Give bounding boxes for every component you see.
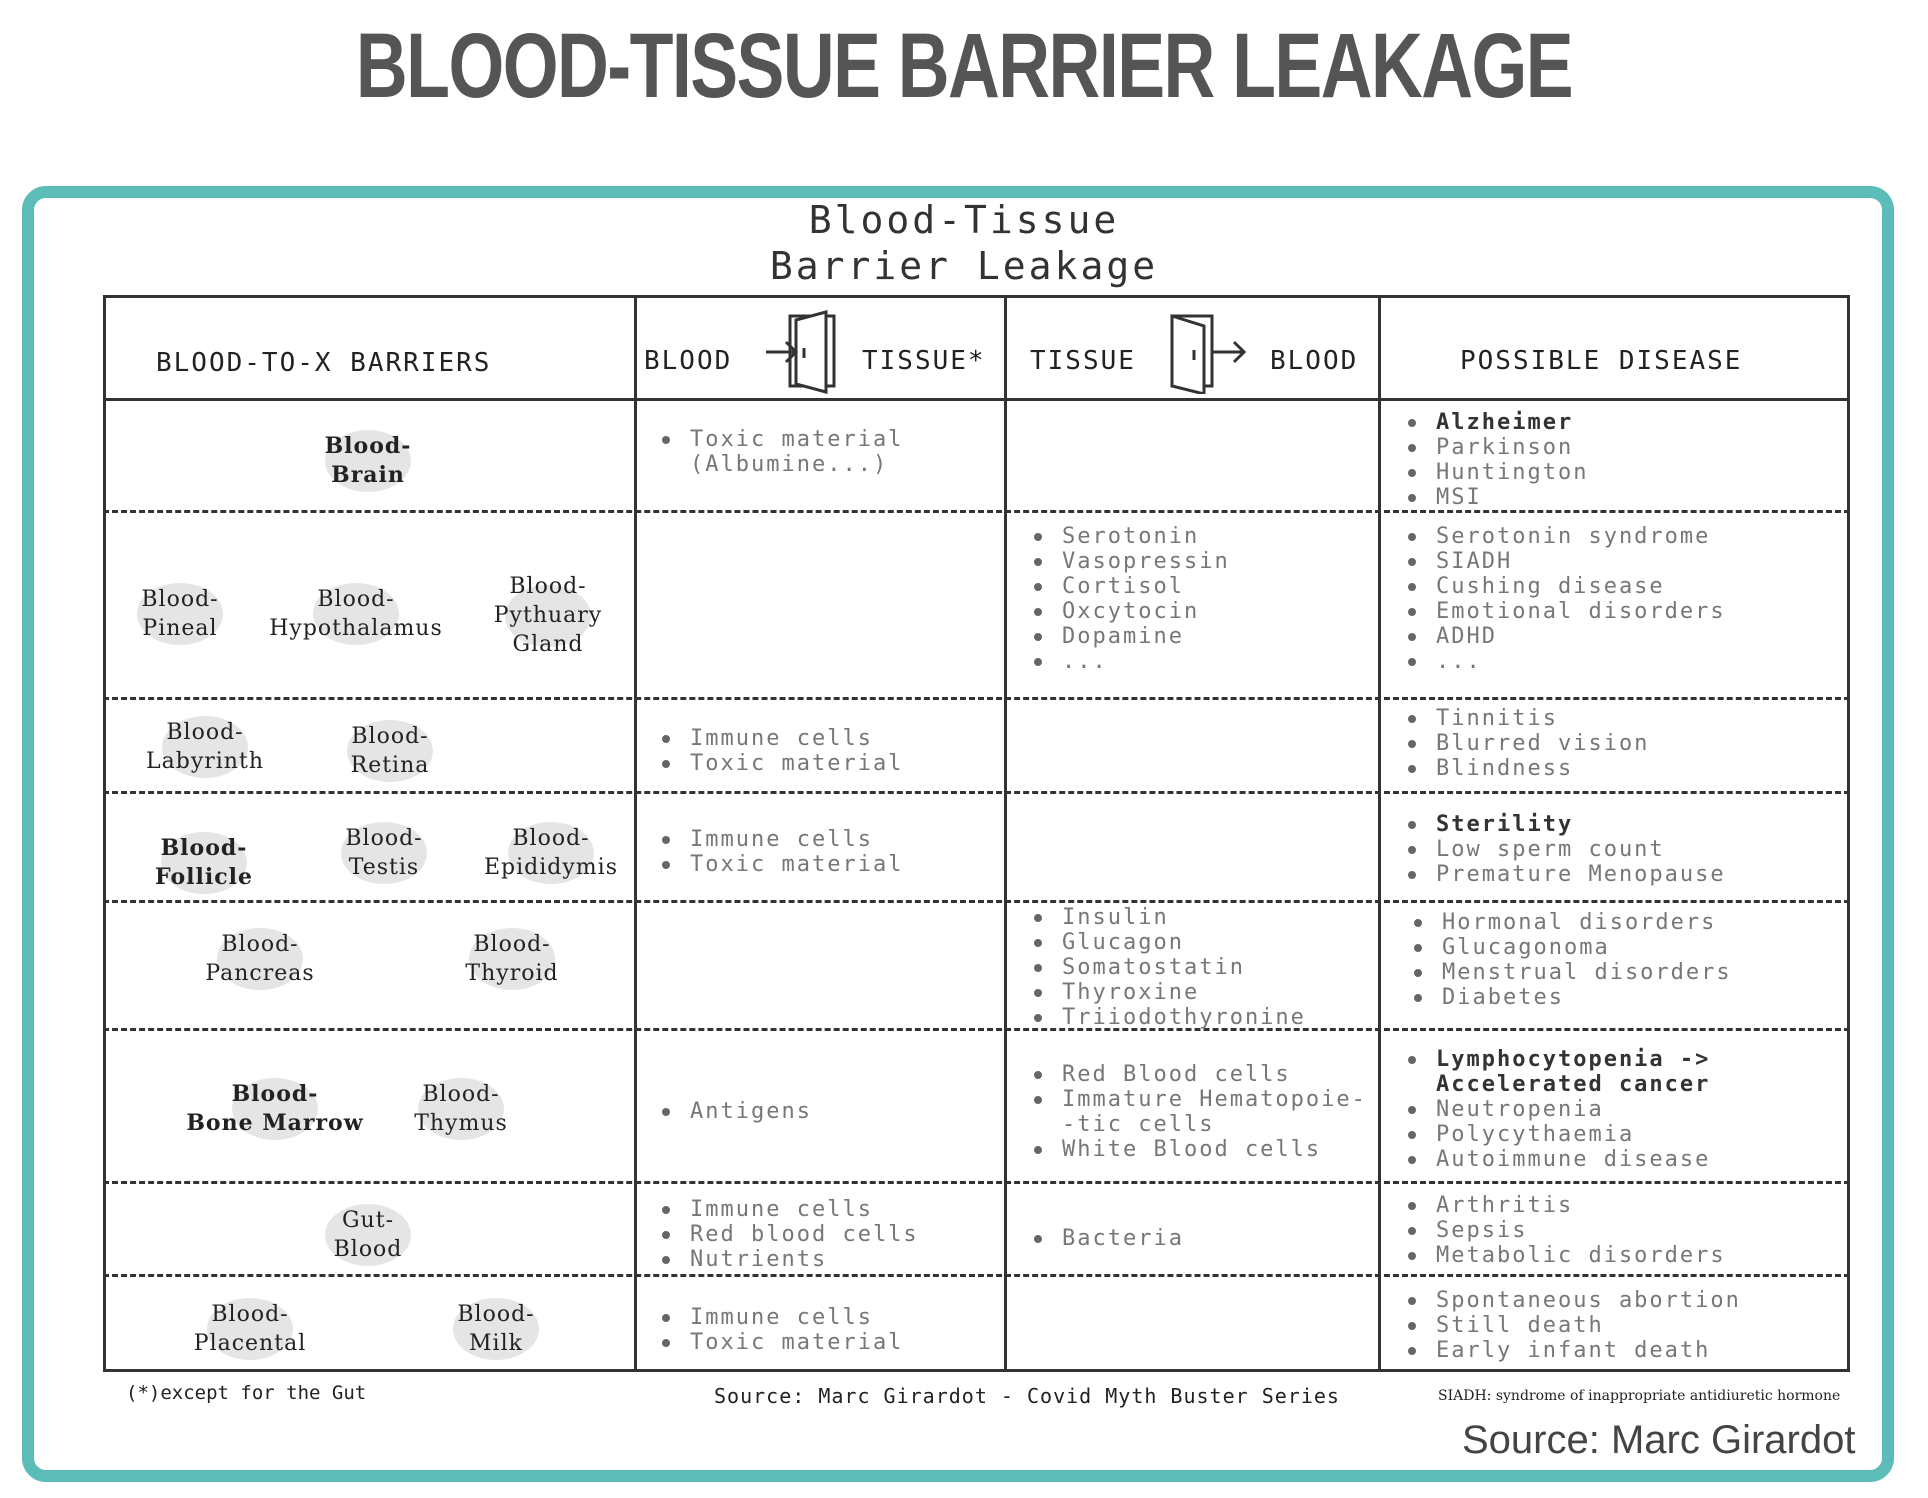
tissue-to-blood-list: Red Blood cells Immature Hematopoie- -tic cells White Blood cells <box>1028 1062 1367 1162</box>
barrier-blood-bone-marrow: Blood- Bone Marrow <box>180 1080 370 1138</box>
row-divider <box>103 697 1850 700</box>
barrier-blood-testis: Blood- Testis <box>326 824 442 882</box>
door-enter-icon <box>766 310 848 394</box>
blood-to-tissue-list: Toxic material (Albumine...) <box>656 427 903 477</box>
barrier-blood-pancreas: Blood- Pancreas <box>180 930 340 988</box>
header-divider <box>103 398 1850 401</box>
row-divider <box>103 1028 1850 1031</box>
blood-to-tissue-list: Immune cells Red blood cells Nutrients <box>656 1197 919 1272</box>
header-tissue-out: TISSUE <box>1030 346 1136 376</box>
barrier-blood-epididymis: Blood- Epididymis <box>464 824 638 882</box>
barrier-blood-hypothalamus: Blood- Hypothalamus <box>252 585 460 643</box>
footnote-gut: (*)except for the Gut <box>126 1382 367 1404</box>
table-title-line-2: Barrier Leakage <box>769 244 1159 288</box>
row-divider <box>103 791 1850 794</box>
tissue-to-blood-list: Serotonin Vasopressin Cortisol Oxcytocin Dopamine ... <box>1028 524 1230 674</box>
header-tissue-in: TISSUE* <box>862 346 986 376</box>
row-divider <box>103 510 1850 513</box>
blood-to-tissue-list: Antigens <box>656 1099 812 1124</box>
barrier-blood-pituitary: Blood- Pythuary Gland <box>493 574 603 657</box>
source-credit: Source: Marc Girardot <box>1462 1418 1856 1462</box>
disease-list: Alzheimer Parkinson Huntington MSI <box>1402 410 1588 510</box>
disease-list: Sterility Low sperm count Premature Menopause <box>1402 812 1726 887</box>
barrier-blood-thymus: Blood- Thymus <box>408 1080 514 1138</box>
disease-list: Lymphocytopenia -> Accelerated cancer Neutropenia Polycythaemia Autoimmune disease <box>1402 1047 1710 1172</box>
barrier-blood-follicle: Blood- Follicle <box>128 834 280 892</box>
barrier-blood-placental: Blood- Placental <box>170 1300 330 1358</box>
blood-to-tissue-list: Immune cells Toxic material <box>656 827 903 877</box>
disease-list: Serotonin syndrome SIADH Cushing disease Emotional disorders ADHD ... <box>1402 524 1726 674</box>
door-exit-icon <box>1166 310 1248 394</box>
barrier-blood-labyrinth: Blood- Labyrinth <box>124 718 286 776</box>
column-divider <box>1378 295 1381 1372</box>
header-disease: POSSIBLE DISEASE <box>1460 346 1743 376</box>
source-line: Source: Marc Girardot - Covid Myth Buster Series <box>714 1384 1340 1408</box>
barrier-blood-retina: Blood- Retina <box>330 722 450 780</box>
tissue-to-blood-list: Insulin Glucagon Somatostatin Thyroxine Triiodothyronine <box>1028 905 1306 1030</box>
table-title-line-1: Blood-Tissue <box>808 198 1120 242</box>
header-blood-in: BLOOD <box>644 346 733 376</box>
barrier-blood-pineal: Blood- Pineal <box>122 585 238 643</box>
row-divider <box>103 900 1850 903</box>
disease-list: Arthritis Sepsis Metabolic disorders <box>1402 1193 1726 1268</box>
barrier-blood-milk: Blood- Milk <box>444 1300 548 1358</box>
siadh-definition: SIADH: syndrome of inappropriate antidiuretic hormone <box>1438 1388 1841 1404</box>
row-divider <box>103 1274 1850 1277</box>
blood-to-tissue-list: Immune cells Toxic material <box>656 1305 903 1355</box>
blood-to-tissue-list: Immune cells Toxic material <box>656 726 903 776</box>
disease-list: Spontaneous abortion Still death Early infant death <box>1402 1288 1741 1363</box>
header-blood-out: BLOOD <box>1270 346 1359 376</box>
column-divider <box>1004 295 1007 1372</box>
header-barriers: BLOOD-TO-X BARRIERS <box>156 348 492 378</box>
disease-list: Hormonal disorders Glucagonoma Menstrual disorders Diabetes <box>1408 910 1732 1010</box>
barrier-blood-brain: Blood- Brain <box>303 432 433 490</box>
disease-list: Tinnitis Blurred vision Blindness <box>1402 706 1649 781</box>
page-title: BLOOD-TISSUE BARRIER LEAKAGE <box>355 15 1573 117</box>
barrier-blood-thyroid: Blood- Thyroid <box>442 930 582 988</box>
tissue-to-blood-list: Bacteria <box>1028 1226 1184 1251</box>
row-divider <box>103 1181 1850 1184</box>
barrier-gut-blood: Gut- Blood <box>318 1206 418 1264</box>
